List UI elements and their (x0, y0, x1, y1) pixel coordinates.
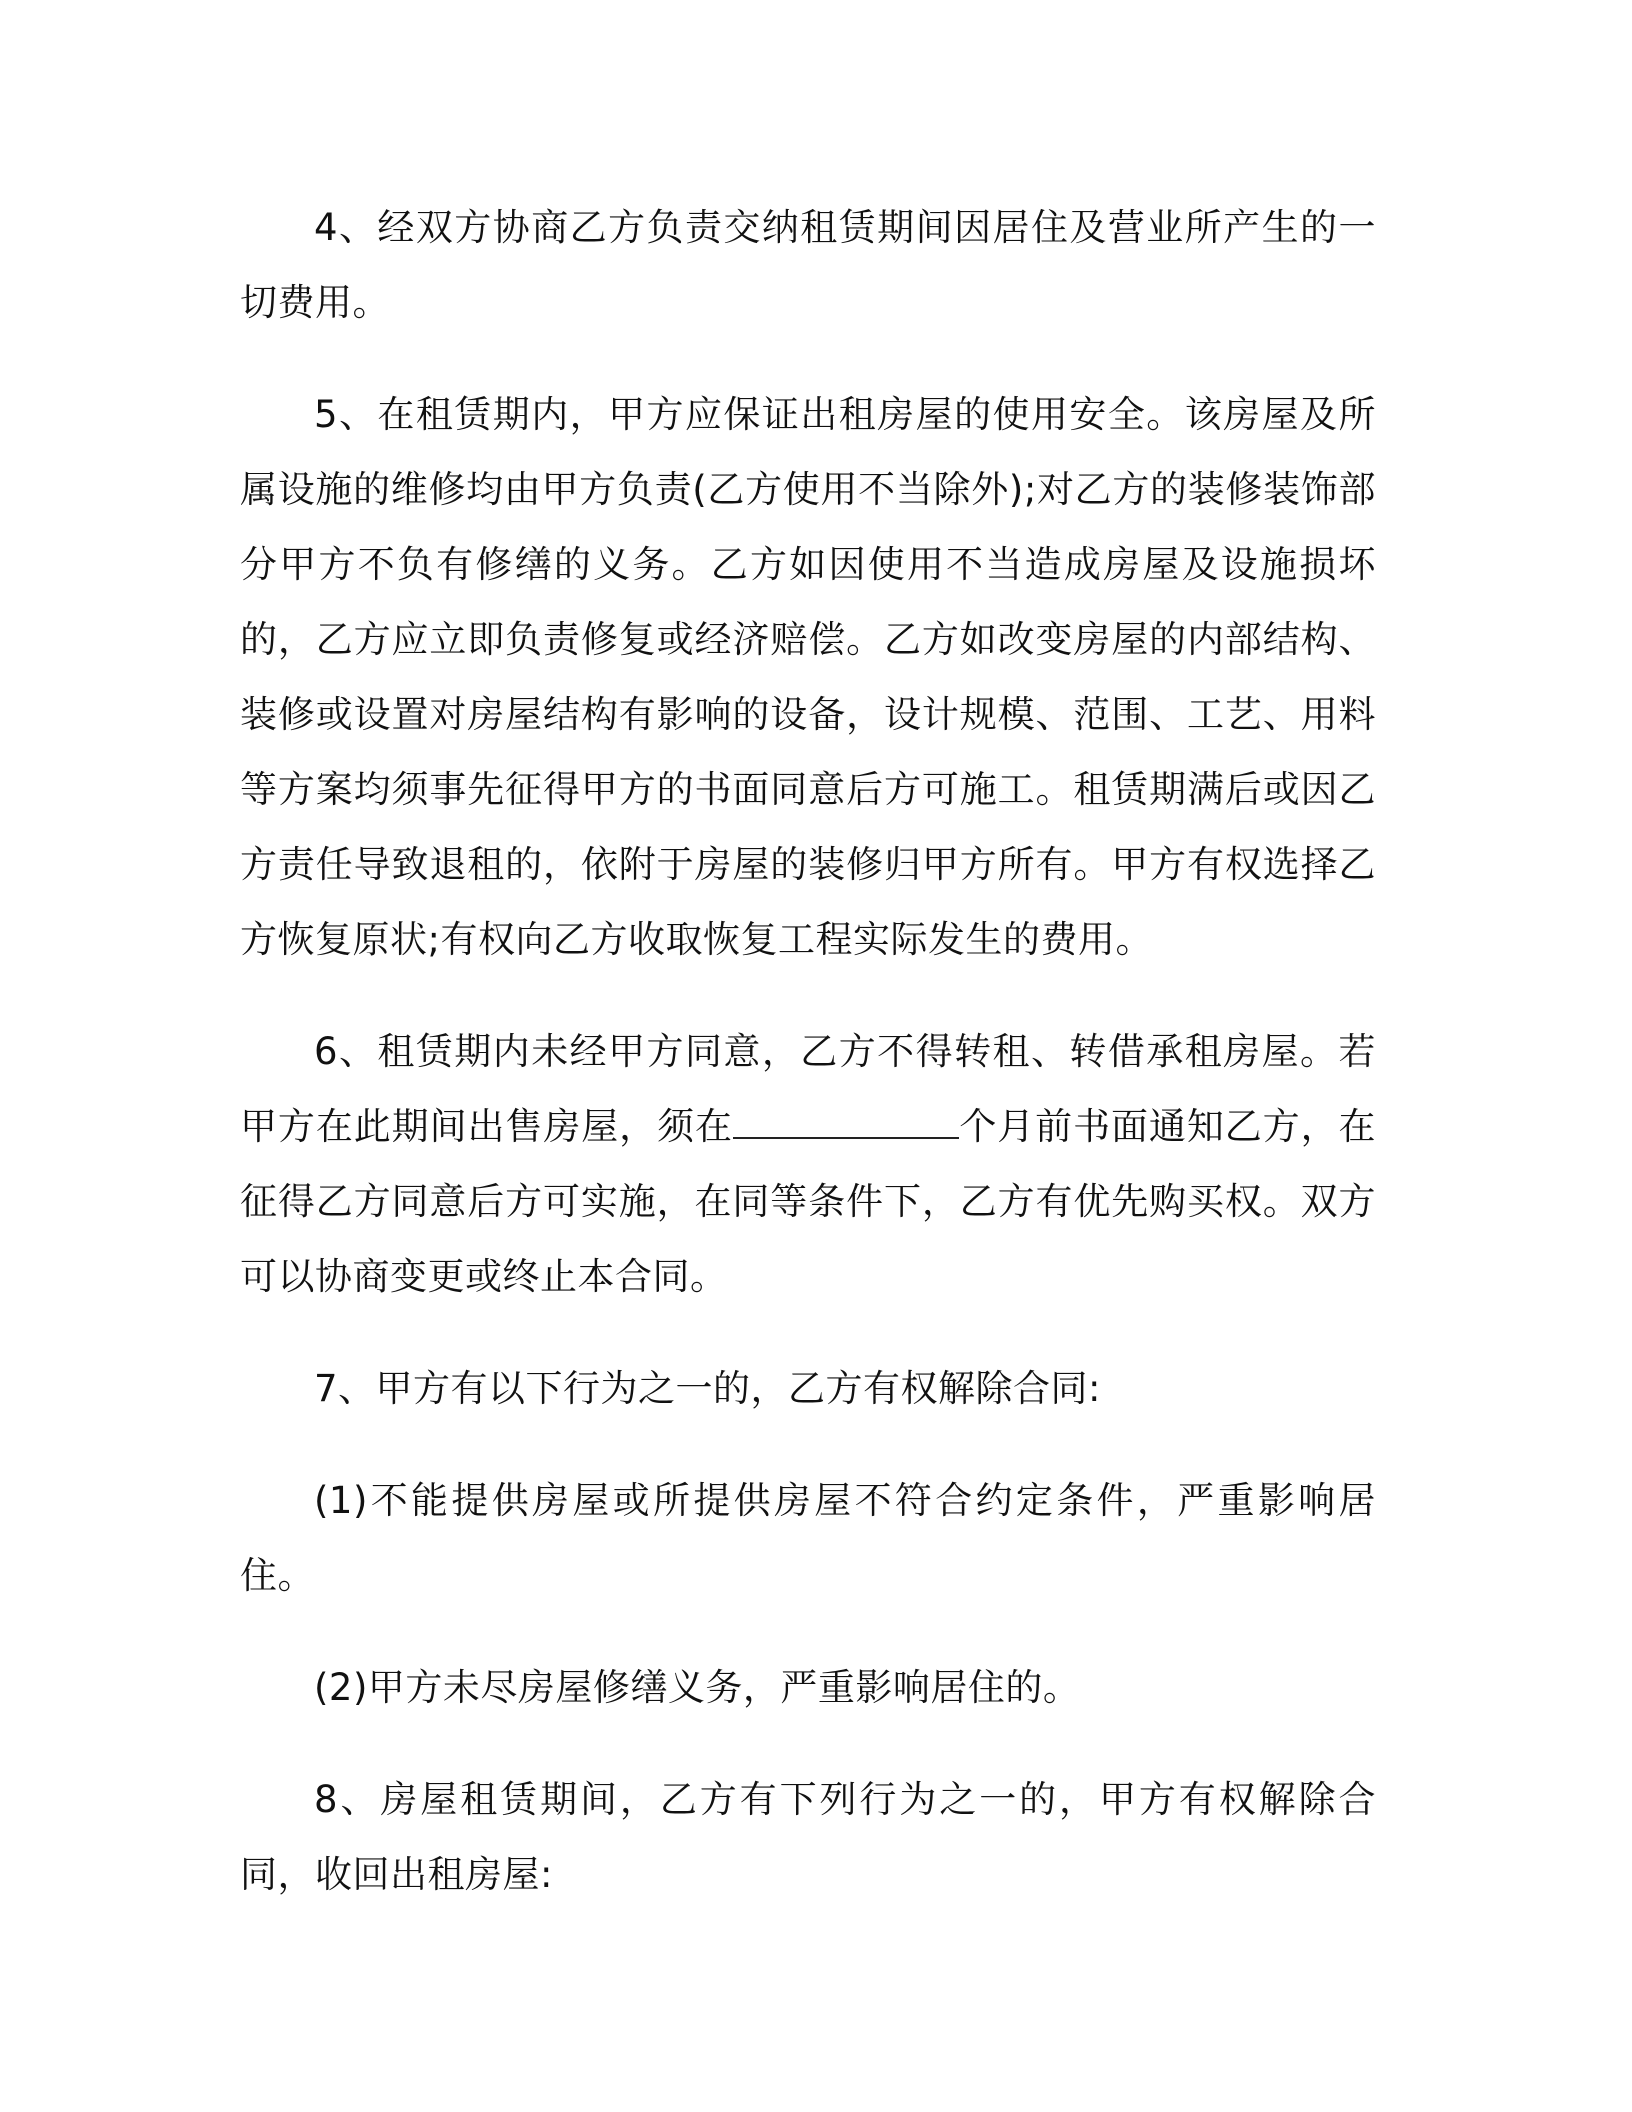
paragraph-spacer (240, 1613, 1376, 1650)
paragraph-spacer (240, 340, 1376, 377)
clause-7-item-1: (1)不能提供房屋或所提供房屋不符合约定条件，严重影响居住。 (240, 1479, 1376, 1597)
clause-5-paragraph: 5、在租赁期内，甲方应保证出租房屋的使用安全。该房屋及所属设施的维修均由甲方负责(乙方使用不当除外);对乙方的装修装饰部分甲方不负有修缮的义务。乙方如因使用不当造成房屋及设施损坏的，乙方应立即负责修复或经济赔偿。乙方如改变房屋的内部结构、装修或设置对房屋结构有影响的设备，设计规模、范围、工艺、用料等方案均须事先征得甲方的书面同意后方可施工。租赁期满后或因乙方责任导致退租的，依附于房屋的装修归甲方所有。甲方有权选择乙方恢复原状;有权向乙方收取恢复工程实际发生的费用。 (240, 393, 1376, 961)
clause-7-paragraph: 7、甲方有以下行为之一的，乙方有权解除合同: (314, 1367, 1102, 1410)
clause-7-item-2: (2)甲方未尽房屋修缮义务，严重影响居住的。 (314, 1666, 1081, 1709)
paragraph-spacer (240, 1314, 1376, 1351)
paragraph-spacer (240, 1725, 1376, 1762)
paragraph-spacer (240, 1426, 1376, 1463)
contract-body (240, 190, 1376, 1912)
clause-6-text-after-blank: 个月前书面通知乙方，在征得乙方同意后方可实施，在同等条件下，乙方有优先购买权。双方可以协商变更或终止本合同。 (240, 1105, 1377, 1298)
clause-4-paragraph: 4、经双方协商乙方负责交纳租赁期间因居住及营业所产生的一切费用。 (240, 206, 1376, 324)
month-count-blank (733, 1107, 959, 1139)
clause-6-paragraph (240, 1014, 1376, 1314)
paragraph-spacer (240, 977, 1376, 1014)
clause-8-paragraph: 8、房屋租赁期间，乙方有下列行为之一的，甲方有权解除合同，收回出租房屋: (240, 1778, 1376, 1896)
clause-6-text-before-blank: 6、租赁期内未经甲方同意，乙方不得转租、转借承租房屋。若甲方在此期间出售房屋，须在 (240, 1030, 1376, 1148)
